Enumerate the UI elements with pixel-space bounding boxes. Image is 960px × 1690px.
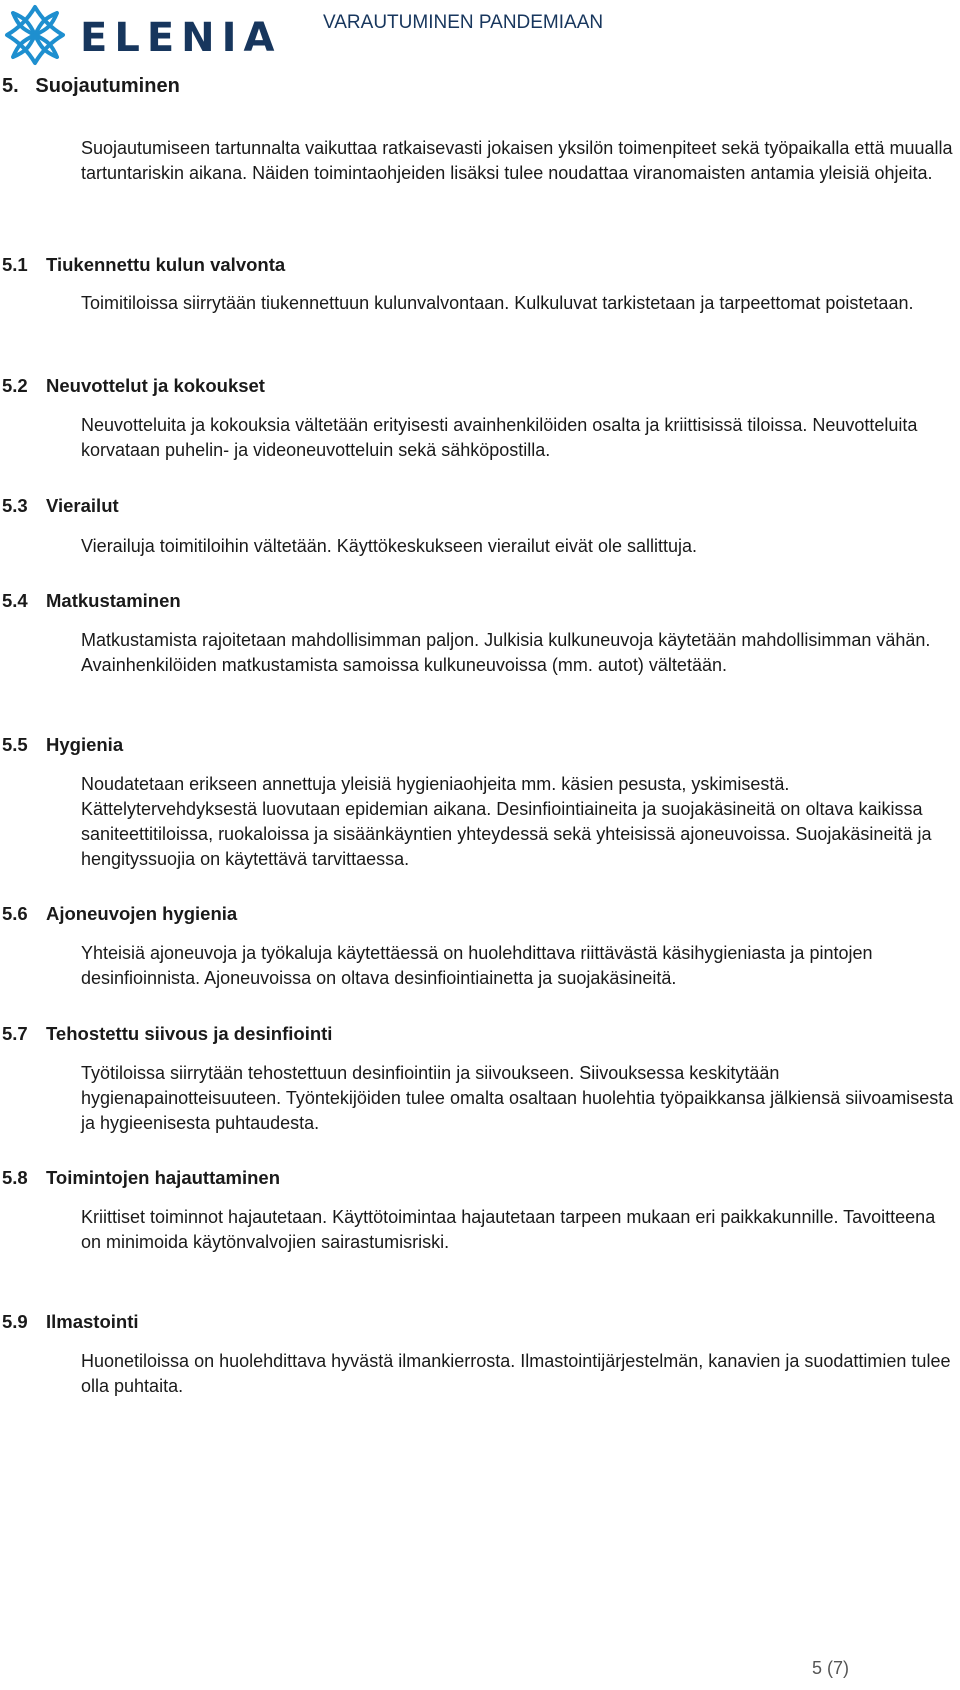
heading-number: 5.5 — [2, 734, 28, 755]
document-title: VARAUTUMINEN PANDEMIAAN — [323, 12, 604, 33]
page-header — [0, 0, 960, 70]
heading-title: Hygienia — [46, 734, 124, 755]
section-title: 5. Suojautuminen — [2, 75, 180, 97]
paragraph-5-6: Yhteisiä ajoneuvoja ja työkaluja käytettäessä on huolehdittava riittävästä käsihygieniasta ja pintojen desinfioinnista. Ajoneuvoissa on oltava desinfiointiainetta ja suojakäsineitä. — [81, 943, 873, 988]
heading-5-9 — [2, 1311, 139, 1333]
paragraph-5-3: Vierailuja toimitiloihin vältetään. Käyttökeskukseen vierailut eivät ole sallittuja. — [81, 536, 697, 556]
heading-number: 5.6 — [2, 903, 28, 924]
heading-title: Tehostettu siivous ja desinfiointi — [46, 1023, 333, 1044]
heading-number: 5.3 — [2, 495, 28, 516]
page-number: 5 (7) — [812, 1658, 850, 1678]
paragraph-5-4: Matkustamista rajoitetaan mahdollisimman paljon. Julkisia kulkuneuvoja käytetään mahdollisimman vähän. Avainhenkilöiden matkustamista samoissa kulkuneuvoissa (mm. autot) vältetään. — [81, 630, 931, 675]
heading-5-6 — [2, 903, 237, 925]
heading-title: Neuvottelut ja kokoukset — [46, 375, 265, 396]
paragraph-5-5: Noudatetaan erikseen annettuja yleisiä hygieniaohjeita mm. käsien pesusta, yskimisestä. Kättelytervehdyksestä luovutaan epidemian aikana. Desinfiointiaineita ja suojakäsineitä on oltava kaikissa saniteettitiloissa, ruokaloissa ja sisäänkäyntien yhteydessä sekä yhteisissä ajoneuvoissa. Suojakäsineitä ja hengityssuojia on käytettävä tarvittaessa. — [81, 774, 932, 869]
heading-title: Toimintojen hajauttaminen — [46, 1167, 280, 1188]
section-intro: Suojautumiseen tartunnalta vaikuttaa ratkaisevasti jokaisen yksilön toimenpiteet sekä työpaikalla että muualla tartuntariskin aikana. Näiden toimintaohjeiden lisäksi tulee noudattaa viranomaisten antamia yleisiä ohjeita. — [81, 138, 953, 183]
heading-5-3 — [2, 495, 119, 517]
heading-5-1 — [2, 254, 285, 276]
heading-5-5 — [2, 734, 123, 756]
heading-title: Tiukennettu kulun valvonta — [46, 254, 286, 275]
heading-title: Vierailut — [46, 495, 119, 516]
paragraph-5-2: Neuvotteluita ja kokouksia vältetään erityisesti avainhenkilöiden osalta ja kriittisissä tiloissa. Neuvotteluita korvataan puhelin- ja videoneuvotteluin sekä sähköpostilla. — [81, 415, 918, 460]
heading-5-8 — [2, 1167, 280, 1189]
elenia-logo-icon — [4, 4, 66, 66]
paragraph-5-8: Kriittiset toiminnot hajautetaan. Käyttötoimintaa hajautetaan tarpeen mukaan eri paikkakunnille. Tavoitteena on minimoida käytönvalvojien sairastumisriski. — [81, 1207, 936, 1252]
heading-title: Ilmastointi — [46, 1311, 139, 1332]
paragraph-5-9: Huonetiloissa on huolehdittava hyvästä ilmankierrosta. Ilmastointijärjestelmän, kanavien ja suodattimien tulee olla puhtaita. — [81, 1351, 951, 1396]
heading-number: 5.4 — [2, 590, 28, 611]
paragraph-5-7: Työtiloissa siirrytään tehostettuun desinfiointiin ja siivoukseen. Siivouksessa keskitytään hygienapainotteisuuteen. Työntekijöiden tulee omalta osaltaan huolehtia työpaikkansa jälkiensä siivoamisesta ja hygieenisesta puhtaudesta. — [81, 1063, 954, 1133]
heading-number: 5.2 — [2, 375, 28, 396]
heading-5-7 — [2, 1023, 332, 1045]
paragraph-5-1: Toimitiloissa siirrytään tiukennettuun kulunvalvontaan. Kulkuluvat tarkistetaan ja tarpeettomat poistetaan. — [81, 293, 914, 313]
logo-wordmark: ELENIA — [80, 15, 282, 61]
heading-title: Matkustaminen — [46, 590, 181, 611]
heading-number: 5.9 — [2, 1311, 28, 1332]
heading-5-4 — [2, 590, 181, 612]
heading-5-2 — [2, 375, 265, 397]
elenia-logo — [4, 4, 281, 66]
heading-number: 5.1 — [2, 254, 28, 275]
heading-number: 5.8 — [2, 1167, 28, 1188]
heading-title: Ajoneuvojen hygienia — [46, 903, 238, 924]
heading-number: 5.7 — [2, 1023, 28, 1044]
